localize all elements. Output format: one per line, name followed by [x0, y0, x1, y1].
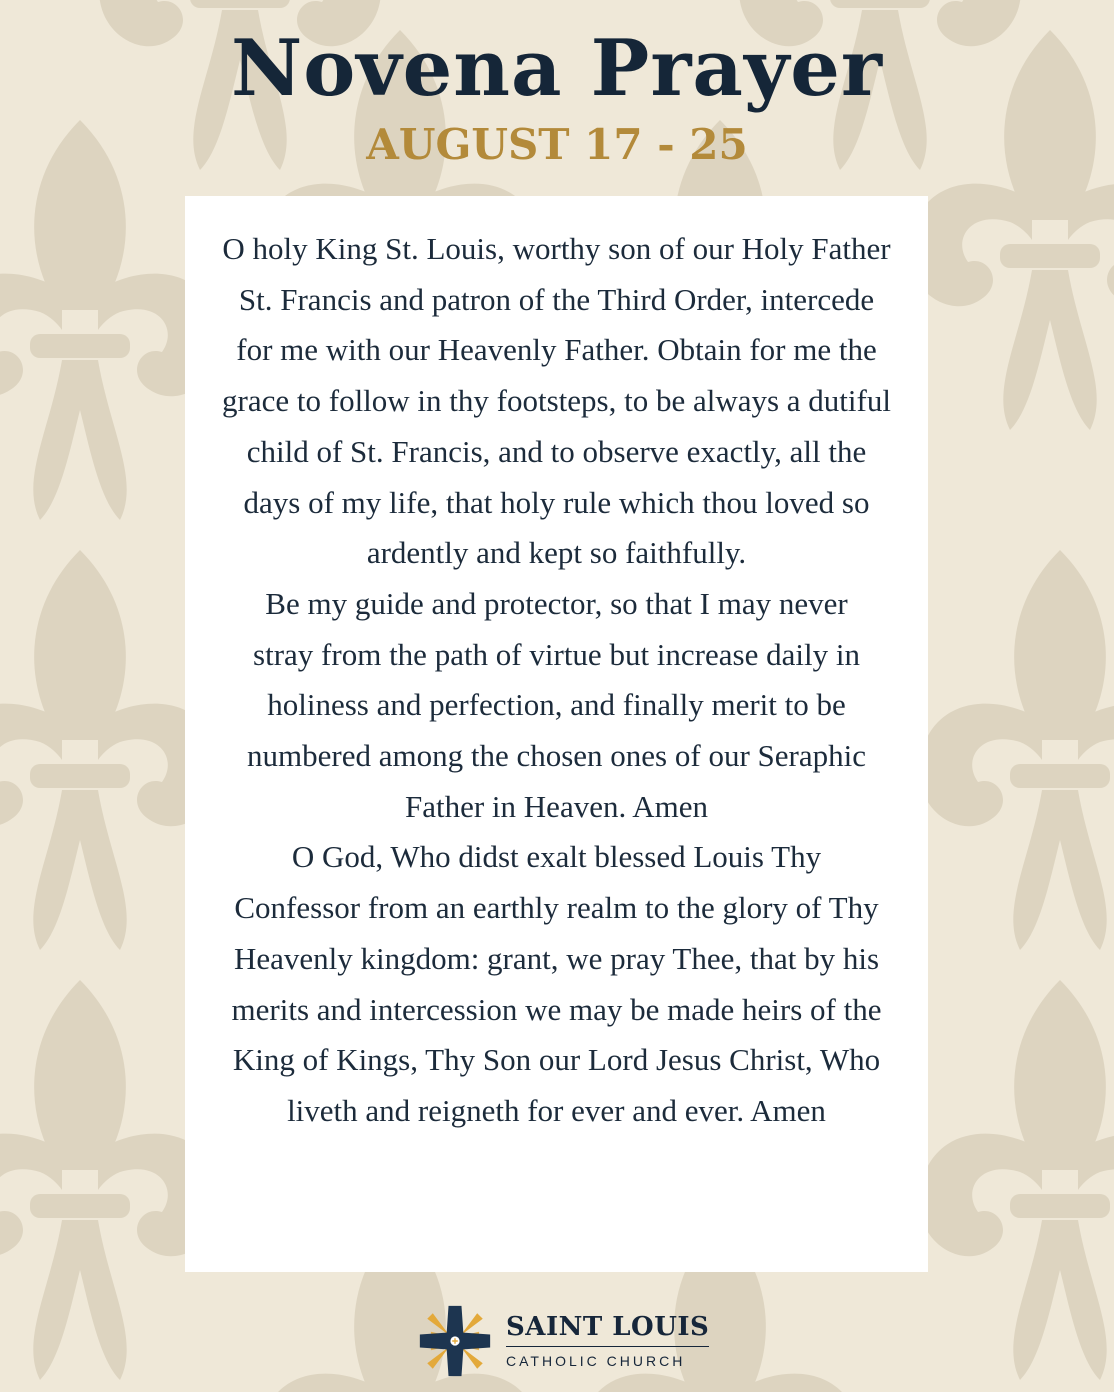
- prayer-paragraph-2: Be my guide and protector, so that I may never stray from the path of virtue but increase daily in holiness and perfection, and finally merit to be numbered among the chosen ones of our Seraphic Father in Heaven. Amen: [247, 585, 866, 824]
- prayer-card: [185, 196, 928, 1272]
- prayer-paragraph-1: O holy King St. Louis, worthy son of our Holy Father St. Francis and patron of the Third Order, intercede for me with our Heavenly Father. Obtain for me the grace to follow in thy footsteps, to be always a dutiful child of St. Francis, and to observe exactly, all the days of my life, that holy rule which thou loved so ardently and kept so faithfully.: [222, 231, 891, 571]
- church-name-block: [506, 1313, 709, 1369]
- cross-icon: [418, 1304, 492, 1378]
- footer: [0, 1300, 1114, 1380]
- church-name: SAINT LOUIS: [506, 1313, 709, 1347]
- page-title: Novena Prayer: [230, 23, 883, 114]
- prayer-paragraph-3: O God, Who didst exalt blessed Louis Thy Confessor from an earthly realm to the glory of Thy Heavenly kingdom: grant, we pray Thee, that by his merits and intercession we may be made heirs of the King of Kings, Thy Son our Lord Jesus Christ, Who liveth and reigneth for ever and ever. Amen: [231, 839, 882, 1128]
- church-logo: [418, 1304, 709, 1378]
- church-subtitle: CATHOLIC CHURCH: [506, 1352, 686, 1369]
- novena-dates: AUGUST 17 - 25: [366, 120, 748, 169]
